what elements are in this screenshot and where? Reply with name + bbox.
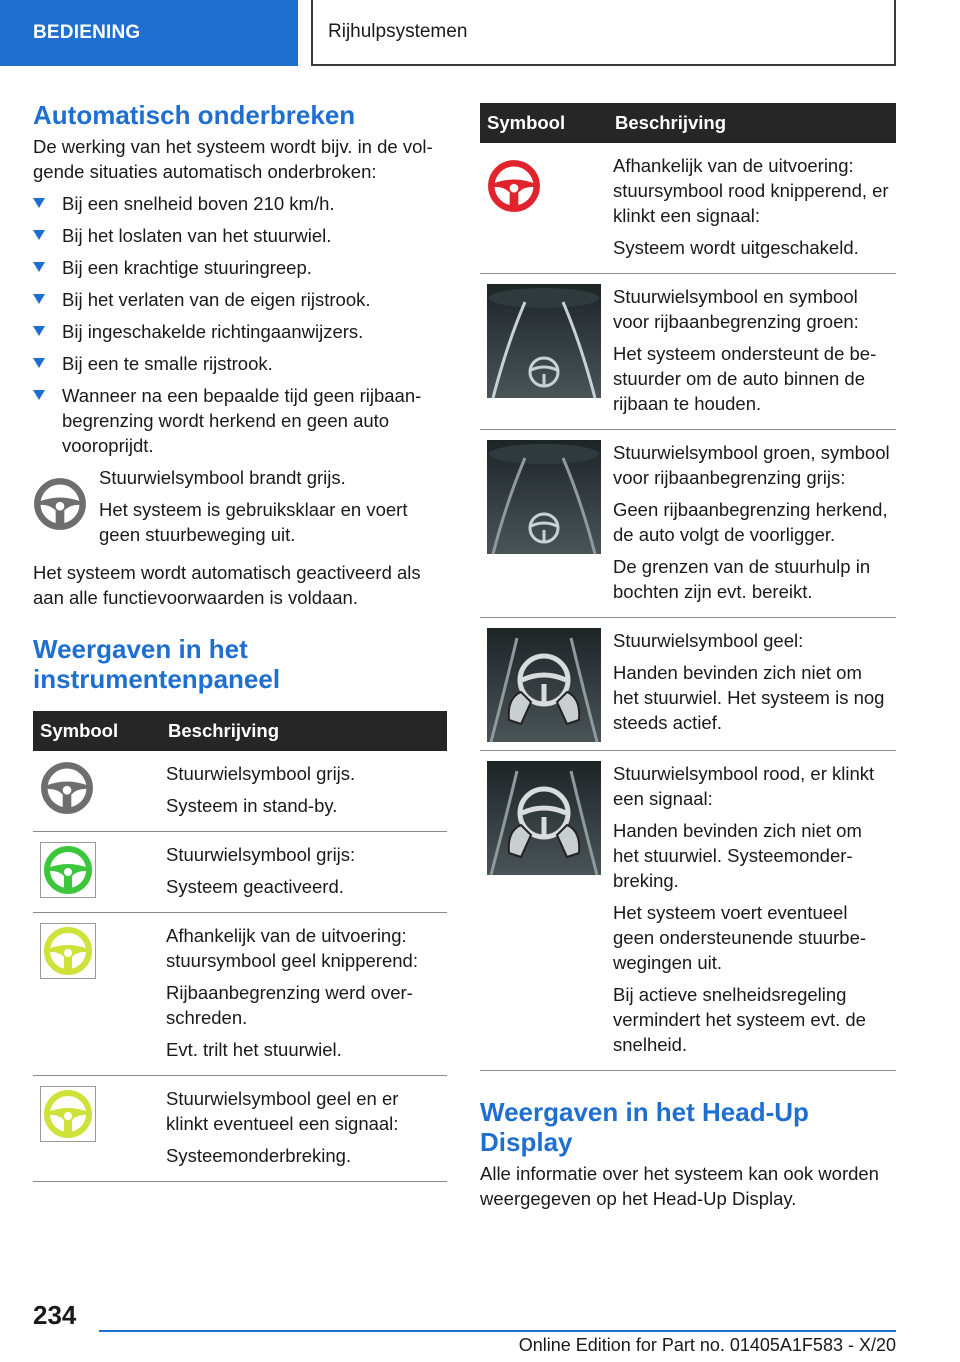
col-symbol: Symbool [480,103,611,143]
interrupt-list [33,191,447,458]
triangle-bullet-icon [33,198,45,208]
hands-off-wheel-red-icon [487,761,601,875]
steering-wheel-yellow-icon [43,1089,93,1139]
section-label: BEDIENING [33,22,141,43]
table-row: Stuurwielsymbool en symbool voor rijbaanbegrenzing groen: Het systeem ondersteunt de bestuurder om de auto binnen de rijbaan te houden. [480,274,896,430]
left-column [33,100,447,1182]
instrument-table [33,711,447,1182]
steering-wheel-grey-icon [40,761,94,815]
steering-wheel-yellow-icon [43,926,93,976]
triangle-bullet-icon [33,326,45,336]
list-item: Bij het verlaten van de eigen rijstrook. [33,287,447,312]
triangle-bullet-icon [33,358,45,368]
list-item: Bij een snelheid boven 210 km/h. [33,191,447,216]
steering-wheel-green-icon [43,845,93,895]
list-item: Wanneer na een bepaalde tijd geen rijbaanbegrenzing wordt herkend en geen auto vooroprijdt. [33,383,447,458]
yellow-wheel-frame [40,923,96,979]
hands-off-wheel-yellow-icon [487,628,601,742]
list-item: Bij het loslaten van het stuurwiel. [33,223,447,248]
green-wheel-frame [40,842,96,898]
grey-wheel-line2: Het systeem is gebruiksklaar en voert geen stuurbeweging uit. [99,499,408,545]
steering-wheel-grey-icon [33,477,87,531]
table-row: Stuurwielsymbool grijs. Systeem in stand-by. [33,751,447,832]
lane-grey-wheel-green-icon [487,440,601,554]
auto-interrupt-heading: Automatisch onderbreken [33,100,356,130]
col-symbol: Symbool [33,711,164,751]
yellow-wheel-frame [40,1086,96,1142]
table-row: Afhankelijk van de uitvoering: stuursymbool geel knipperend: Rijbaanbegrenzing werd overschreden. Evt. trilt het stuurwiel. [33,913,447,1076]
right-column [480,100,896,1211]
triangle-bullet-icon [33,262,45,272]
hud-text: Alle informatie over het systeem kan ook worden weergegeven op het Head-Up Display. [480,1163,879,1209]
auto-intro: De werking van het systeem wordt bijv. in de volgende situaties automatisch onderbroken: [33,136,433,182]
triangle-bullet-icon [33,230,45,240]
table-row: Stuurwielsymbool grijs: Systeem geactiveerd. [33,832,447,913]
list-item: Bij ingeschakelde richtingaanwijzers. [33,319,447,344]
grey-wheel-note [33,465,447,554]
triangle-bullet-icon [33,390,45,400]
table-row: Afhankelijk van de uitvoering: stuursymbool rood knipperend, er klinkt een signaal: Systeem wordt uitgeschakeld. [480,143,896,274]
col-description: Beschrijving [164,711,447,751]
lane-green-wheel-green-icon [487,284,601,398]
footer-divider [99,1330,896,1332]
table-row: Stuurwielsymbool geel: Handen bevinden zich niet om het stuurwiel. Het systeem is nog steeds actief. [480,618,896,751]
list-item: Bij een te smalle rijstrook. [33,351,447,376]
chapter-label: Rijhulpsystemen [328,21,468,42]
hud-heading: Weergaven in het Head-Up Display [480,1097,809,1157]
triangle-bullet-icon [33,294,45,304]
steering-wheel-red-icon [487,159,541,213]
table-row: Stuurwielsymbool groen, symbool voor rijbaanbegrenzing grijs: Geen rijbaanbegrenzing herkend, de auto volgt de voorligger. De grenzen van de stuurhulp in bochten zijn evt. bereikt. [480,430,896,618]
edition-text: Online Edition for Part no. 01405A1F583 - X/20 [518,1335,896,1355]
grey-wheel-line1: Stuurwielsymbool brandt grijs. [99,467,346,488]
section-tab [0,0,298,66]
instrument-heading: Weergaven in het instrumentenpaneel [33,634,281,694]
list-item: Bij een krachtige stuuringreep. [33,255,447,280]
status-table [480,103,896,1071]
table-row: Stuurwielsymbool rood, er klinkt een signaal: Handen bevinden zich niet om het stuurwiel. Systeemonderbreking. Het systeem voert eventueel geen ondersteunende stuurbewegingen uit. Bij actieve snelheidsregeling vermindert het systeem evt. de snelheid. [480,751,896,1071]
table-row: Stuurwielsymbool geel en er klinkt eventueel een signaal: Systeemonderbreking. [33,1076,447,1182]
page-number: 234 [33,1300,77,1330]
reactivate-text: Het systeem wordt automatisch geactiveerd als aan alle functievoorwaarden is voldaan. [33,562,421,608]
chapter-tab [311,0,896,66]
col-description: Beschrijving [611,103,896,143]
